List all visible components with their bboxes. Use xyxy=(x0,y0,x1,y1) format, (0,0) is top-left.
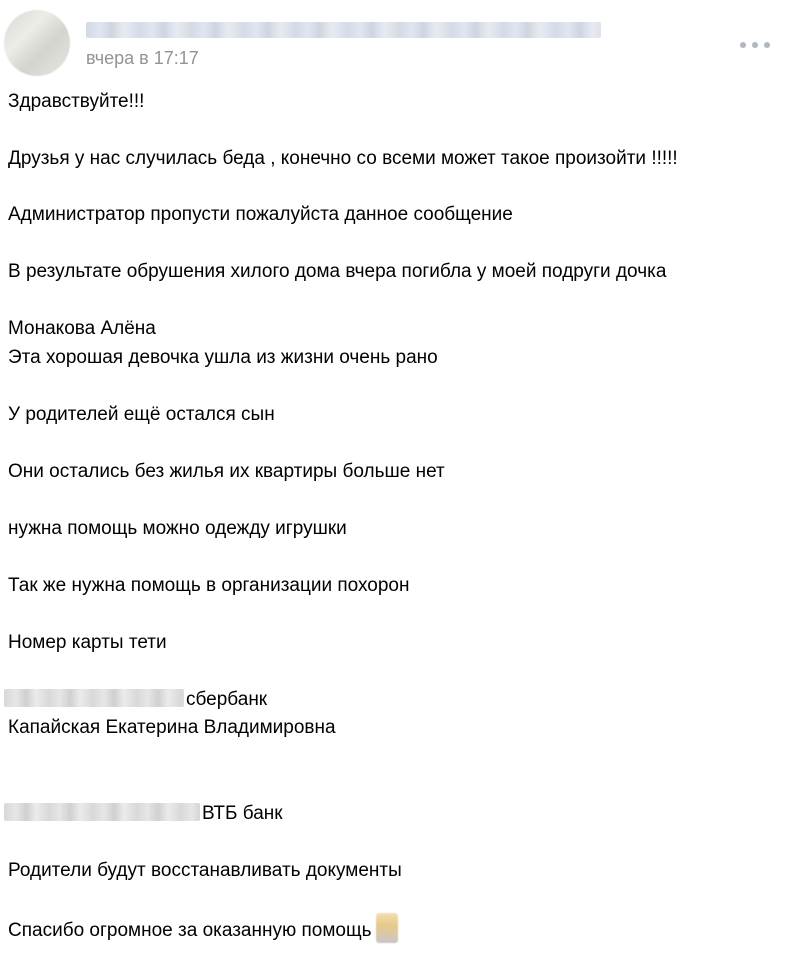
dot xyxy=(740,42,746,48)
dot xyxy=(764,42,770,48)
post-text-line: Капайская Екатерина Владимировна xyxy=(8,717,336,738)
post-text-line: Номер карты тети xyxy=(8,632,167,653)
post-text-line: Друзья у нас случилась беда , конечно со всеми может такое произойти !!!!! xyxy=(8,148,678,169)
post-text-line: Так же нужна помощь в организации похорон xyxy=(8,575,410,596)
bank-name-vtb: ВТБ банк xyxy=(202,803,283,824)
post-text-line: Родители будут восстанавливать документы xyxy=(8,860,402,881)
card-number-line-vtb xyxy=(4,802,283,826)
post-text-line: нужна помощь можно одежду игрушки xyxy=(8,518,347,539)
thanks-text: Спасибо огромное за оказанную помощь xyxy=(8,920,372,942)
author-name-redacted[interactable] xyxy=(86,22,601,38)
post-text-line: Администратор пропусти пожалуйста данное сообщение xyxy=(8,204,513,225)
emoji-icon xyxy=(376,913,398,943)
bank-name-sber: сбербанк xyxy=(186,689,268,710)
card-number-line-sber xyxy=(4,688,267,712)
post-text-line: В результате обрушения хилого дома вчера погибла у моей подруги дочка xyxy=(8,261,667,282)
post-text-line: Эта хорошая девочка ушла из жизни очень рано xyxy=(8,347,438,368)
post-header xyxy=(0,0,798,90)
redacted-card-number xyxy=(4,689,184,707)
post-text-line: Они остались без жилья их квартиры больше нет xyxy=(8,461,445,482)
post-text-line: Здравствуйте!!! xyxy=(8,91,145,112)
post-text-line-last xyxy=(8,916,398,946)
redacted-card-number xyxy=(4,803,200,821)
post-text-line: У родителей ещё остался сын xyxy=(8,404,275,425)
author-avatar[interactable] xyxy=(4,10,70,76)
dot xyxy=(752,42,758,48)
post-timestamp[interactable]: вчера в 17:17 xyxy=(86,48,199,68)
more-options-icon[interactable] xyxy=(740,38,770,52)
post-text-line: Монакова Алёна xyxy=(8,318,156,339)
